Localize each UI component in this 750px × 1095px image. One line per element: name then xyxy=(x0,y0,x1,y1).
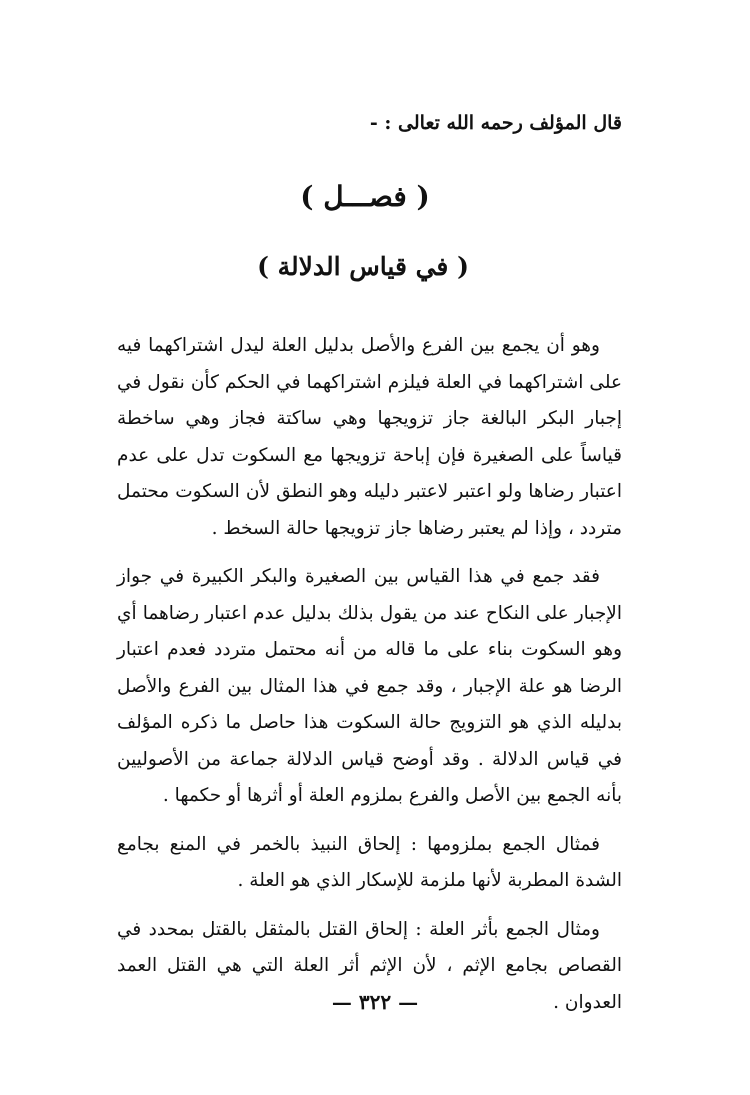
author-intro-line: قال المؤلف رحمه الله تعالى : - xyxy=(369,112,622,134)
page-number: — ٣٢٢ — xyxy=(331,990,419,1014)
paragraph-definition: وهو أن يجمع بين الفرع والأصل بدليل العلة ليدل اشتراكهما فيه على اشتراكهما في العلة فيلزم اشتراكهما في الحكم كأن نقول في إجبار البكر البالغة جاز تزويجها وهي ساكتة فجاز وهي ساخطة قياساً على الصغيرة فإن إباحة تزويجها مع السكوت تدل على عدم اعتبار رضاها ولو اعتبر لاعتبر دليله وهو النطق لأن السكوت محتمل متردد ، وإذا لم يعتبر رضاها جاز تزويجها حالة السخط . xyxy=(117,335,622,539)
section-heading: ( فصـــل ) xyxy=(300,180,430,213)
paragraph-example-malzoom: فمثال الجمع بملزومها : إلحاق النبيذ بالخمر في المنع بجامع الشدة المطربة لأنها ملزمة للإسكار الذي هو العلة . xyxy=(117,833,622,891)
body-text xyxy=(117,328,622,1021)
paragraph-example-athar: ومثال الجمع بأثر العلة : إلحاق القتل بالمثقل بالقتل بمحدد في القصاص بجامع الإثم ، لأن الإثم أثر العلة التي هي القتل العمد العدوان . xyxy=(117,918,622,1013)
paragraph-explanation: فقد جمع في هذا القياس بين الصغيرة والبكر الكبيرة في جواز الإجبار على النكاح عند من يقول بذلك بدليل عدم اعتبار رضاهما أي وهو السكوت بناء على ما قاله من أنه محتمل متردد فعدم اعتبار الرضا هو علة الإجبار ، وقد جمع في هذا المثال بين الفرع والأصل بدليله الذي هو التزويج حالة السكوت هذا حاصل ما ذكره المؤلف في قياس الدلالة . وقد أوضح قياس الدلالة جماعة من الأصوليين بأنه الجمع بين الأصل والفرع بملزوم العلة أو أثرها أو حكمها . xyxy=(117,566,622,806)
section-subheading: ( في قياس الدلالة ) xyxy=(257,252,469,281)
